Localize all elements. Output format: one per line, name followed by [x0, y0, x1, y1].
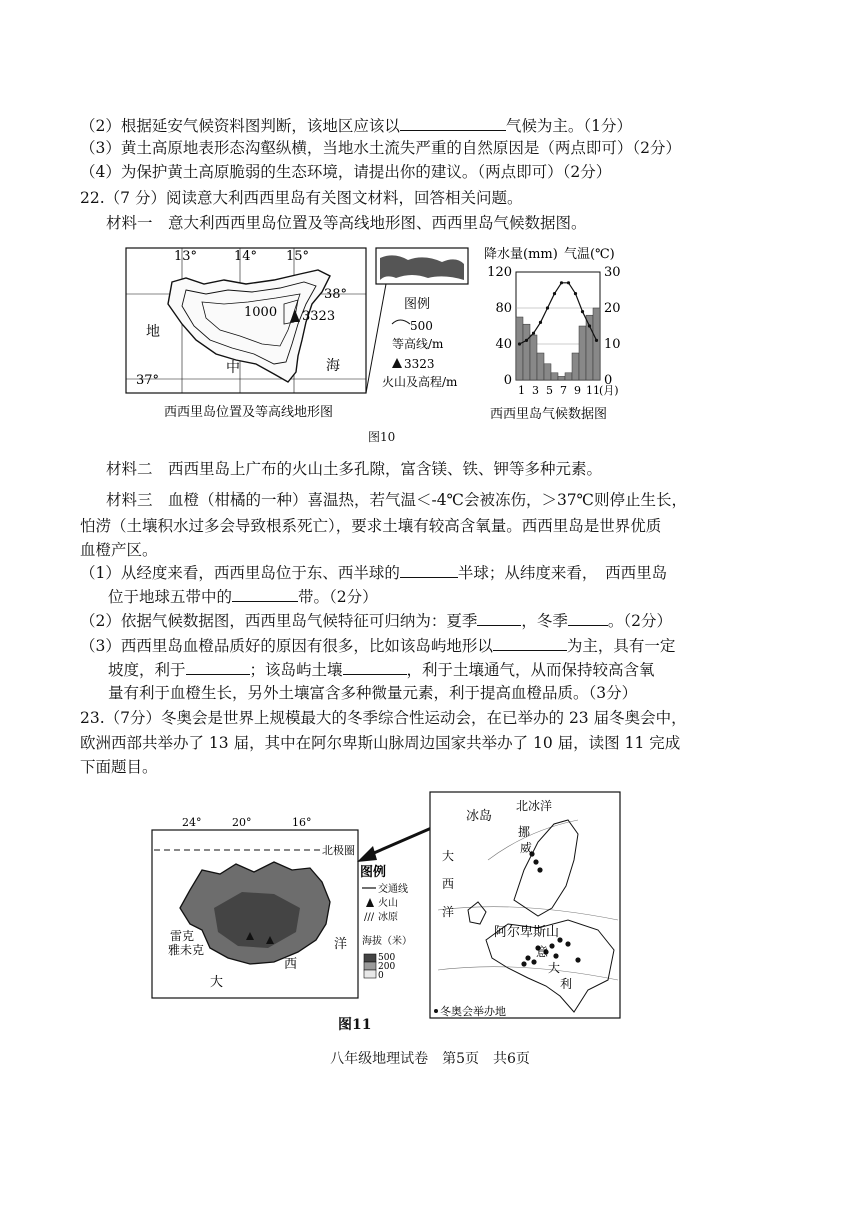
temp-point [518, 342, 521, 345]
right-tick: 0 [604, 373, 613, 388]
elev-swatch-low [364, 970, 376, 978]
x-tick: 5 [546, 384, 553, 397]
answer-blank[interactable] [568, 609, 608, 626]
temp-point [595, 339, 598, 342]
precip-bar [593, 308, 600, 380]
sicily-coastline [168, 270, 330, 382]
x-tick: 3 [532, 384, 539, 397]
ocean-label-da: 大 [210, 975, 224, 990]
x-tick: 1 [518, 384, 525, 397]
figure-10-label: 图10 [368, 430, 396, 444]
temp-point [560, 281, 563, 284]
q22-sub3-line3: 量有利于血橙生长，另外土壤富含多种微量元素，利于提高血橙品质。（3分） [108, 684, 638, 702]
host-site-dot [537, 867, 542, 872]
q21-part2: （2）根据延安气候资料图判断，该地区应该以 气候为主。（1分） [80, 114, 632, 136]
elev-swatch-mid [364, 962, 376, 970]
q22-material3-line3: 血橙产区。 [80, 541, 158, 559]
left-tick: 80 [495, 301, 512, 316]
page-footer: 八年级地理试卷 第5页 共6页 [330, 1051, 530, 1067]
map-legend-title: 图例 [404, 297, 431, 312]
precip-bar [523, 324, 530, 380]
norway-label-1: 挪 [518, 825, 531, 839]
temp-point [581, 310, 584, 313]
host-site-dot [549, 943, 554, 948]
lat-38-label: 38° [324, 287, 348, 302]
ocean-label-xi: 西 [284, 957, 298, 972]
q23-line2: 欧洲西部共举办了 13 届，其中在阿尔卑斯山脉周边国家共举办了 10 届，读图 11 完成 [80, 734, 681, 752]
temp-point [574, 292, 577, 295]
legend-transport: 交通线 [378, 884, 408, 895]
q21-part4: （4）为保护黄土高原脆弱的生态环境，请提出你的建议。（两点即可）（2分） [80, 163, 612, 181]
legend-contour-label: 等高线/m [392, 337, 444, 351]
host-site-dot [533, 859, 538, 864]
lat-37-label: 37° [136, 373, 160, 388]
europe-map [428, 790, 624, 1022]
host-site-dot [525, 955, 530, 960]
lon-16-label: 16° [292, 816, 312, 829]
answer-blank[interactable] [400, 114, 506, 131]
sea-label-hai: 海 [326, 358, 340, 374]
left-tick: 40 [495, 337, 512, 352]
q22-material1: 材料一 意大利西西里岛位置及等高线地形图、西西里岛气候数据图。 [106, 214, 587, 232]
answer-blank[interactable] [232, 585, 298, 602]
q22-material2: 材料二 西西里岛上广布的火山土多孔隙，富含镁、铁、钾等多种元素。 [106, 460, 603, 478]
q23-line3: 下面题目。 [80, 758, 158, 776]
legend-glacier: 冰原 [378, 912, 398, 923]
host-site-dot [531, 959, 536, 964]
host-site-dot [575, 957, 580, 962]
x-unit: (月) [599, 384, 619, 397]
precip-bar [516, 317, 523, 380]
temp-point [532, 332, 535, 335]
precip-bar [572, 353, 579, 380]
land-label: 地 [146, 324, 160, 340]
host-legend-label: 冬奥会举办地 [440, 1005, 506, 1018]
precip-bar [530, 335, 537, 380]
arrow-head-icon [357, 846, 377, 862]
x-tick: 7 [560, 384, 567, 397]
host-site-dot [553, 953, 558, 958]
iceland-map [150, 812, 412, 1002]
atlantic-label-1: 大 [442, 849, 455, 863]
precip-bar [544, 364, 551, 380]
answer-blank[interactable] [343, 658, 407, 675]
reykjavik-label-1: 雷克 [170, 929, 195, 943]
temp-point [546, 306, 549, 309]
elev-swatch-high [364, 954, 376, 962]
host-legend-dot-icon [434, 1009, 438, 1013]
left-tick: 120 [487, 265, 512, 280]
host-site-dot [521, 961, 526, 966]
q22-sub3-line2: 坡度，利于 ；该岛屿土壤 ，利于土壤通气，从而保持较高含氧 [108, 658, 655, 680]
italy-label-2: 大 [548, 961, 561, 975]
italy-label-1: 意 [536, 945, 549, 959]
q22-sub1-line1: （1）从经度来看，西西里岛位于东、西半球的 半球；从纬度来看， 西西里岛 [80, 561, 667, 583]
x-tick: 11 [586, 384, 600, 397]
lon-13-label: 13° [174, 249, 198, 264]
precip-axis-title: 降水量(mm) [484, 247, 558, 262]
host-site-dot [565, 941, 570, 946]
legend-500-label: 500 [410, 319, 433, 333]
x-tick: 9 [574, 384, 581, 397]
temp-point [553, 292, 556, 295]
q21-part3: （3）黄土高原地表形态沟壑纵横，当地水土流失严重的自然原因是（两点即可）（2分） [80, 139, 681, 157]
elev-200: 200 [378, 962, 396, 972]
legend-peak-label: 3323 [404, 357, 435, 371]
answer-blank[interactable] [186, 658, 250, 675]
lon-24-label: 24° [182, 816, 202, 829]
precip-bar [537, 353, 544, 380]
elev-500: 500 [378, 953, 396, 963]
figure-11-label: 图11 [338, 1017, 372, 1033]
precip-bar [579, 326, 586, 380]
lon-14-label: 14° [234, 249, 258, 264]
elev-0: 0 [378, 971, 384, 981]
answer-blank[interactable] [400, 561, 458, 578]
temp-point [567, 281, 570, 284]
norway-label-2: 威 [520, 841, 533, 855]
right-tick: 30 [604, 265, 621, 280]
right-tick: 10 [604, 337, 621, 352]
lon-20-label: 20° [232, 816, 252, 829]
contour-legend-icon [392, 320, 410, 324]
alps-label: 阿尔卑斯山 [494, 925, 560, 940]
right-tick: 20 [604, 301, 621, 316]
sicily-map-caption: 西西里岛位置及等高线地形图 [164, 405, 334, 420]
precip-bar [558, 376, 565, 380]
lon-15-label: 15° [286, 249, 310, 264]
iceland-legend-title: 图例 [360, 865, 387, 880]
italy-label-3: 利 [560, 977, 573, 991]
sicily-map [124, 244, 479, 434]
elevation-title: 海拔（米） [362, 936, 412, 947]
glacier-legend-icon: /// [364, 912, 375, 923]
q22-material3-line2: 怕涝（土壤积水过多会导致根系死亡），要求土壤有较高含氧量。西西里岛是世界优质 [80, 517, 662, 535]
q22-sub1-line2: 位于地球五带中的 带。（2分） [108, 585, 378, 607]
precip-bar [551, 373, 558, 380]
iceland-label: 冰岛 [466, 809, 493, 824]
left-tick: 0 [503, 373, 512, 388]
volcano-legend-icon [366, 898, 374, 907]
climate-caption: 西西里岛气候数据图 [490, 407, 608, 422]
temp-axis-title: 气温(℃) [564, 247, 615, 262]
answer-blank[interactable] [477, 609, 521, 626]
reykjavik-label-2: 雅未克 [168, 943, 205, 957]
q22-material3-line1: 材料三 血橙（柑橘的一种）喜温热，若气温＜-4℃会被冻伤，＞37℃则停止生长， [106, 491, 688, 509]
q22-sub2: （2）依据气候数据图，西西里岛气候特征可归纳为：夏季 ，冬季 。（2分） [80, 609, 672, 631]
volcano-legend-icon [392, 358, 402, 368]
q22-heading: 22.（7 分）阅读意大利西西里岛有关图文材料，回答相关问题。 [80, 189, 523, 207]
sicily-climate-chart [482, 242, 642, 432]
q22-sub3-line1: （3）西西里岛血橙品质好的原因有很多，比如该岛屿地形以 为主，具有一定 [80, 634, 675, 656]
arctic-ocean-label: 北冰洋 [516, 799, 553, 813]
temp-point [525, 339, 528, 342]
q23-line1: 23.（7分）冬奥会是世界上规模最大的冬季综合性运动会，在已举办的 23 届冬奥会中， [80, 709, 687, 727]
temp-point [588, 324, 591, 327]
legend-volcano: 火山 [378, 898, 398, 909]
contour-1000-label: 1000 [244, 305, 278, 320]
peak-label: 3323 [302, 309, 336, 324]
ocean-label-yang: 洋 [334, 937, 348, 952]
answer-blank[interactable] [493, 634, 567, 651]
arctic-circle-label: 北极圈 [322, 844, 355, 857]
legend-volcano-label: 火山及高程/m [382, 375, 458, 389]
temp-point [539, 321, 542, 324]
sea-label-zhong: 中 [226, 360, 240, 376]
atlantic-label-3: 洋 [442, 905, 455, 919]
atlantic-label-2: 西 [442, 877, 455, 891]
precip-bar [565, 373, 572, 380]
